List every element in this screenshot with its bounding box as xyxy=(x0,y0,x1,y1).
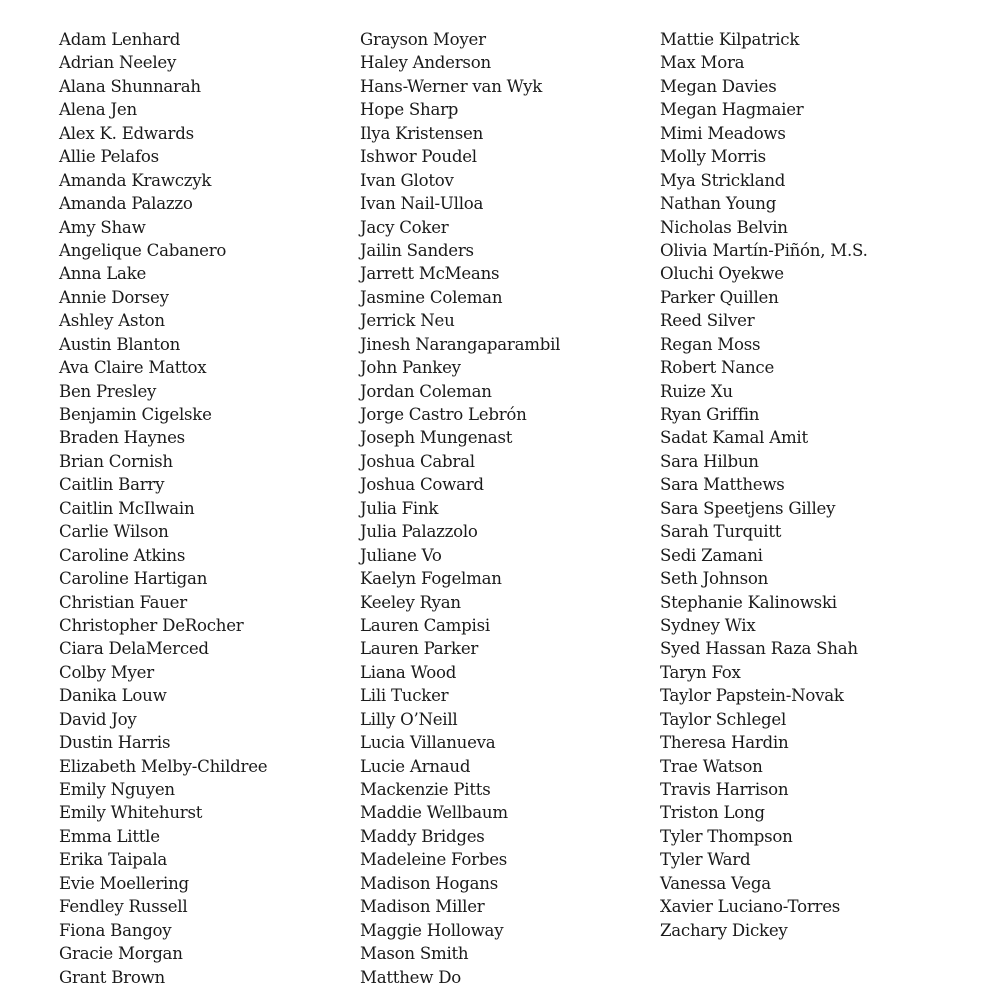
name-entry: Evie Moellering xyxy=(59,873,189,893)
name-entry: Julia Fink xyxy=(360,498,439,518)
name-entry: Sydney Wix xyxy=(660,615,756,635)
name-entry: Regan Moss xyxy=(660,334,761,354)
name-entry: Joshua Cabral xyxy=(360,451,475,471)
name-entry: Jacy Coker xyxy=(360,217,449,237)
name-entry: Parker Quillen xyxy=(660,287,779,307)
name-entry: Mimi Meadows xyxy=(660,123,786,143)
name-entry: Robert Nance xyxy=(660,358,775,378)
name-entry: Alana Shunnarah xyxy=(59,76,201,96)
name-entry: Christopher DeRocher xyxy=(59,615,244,635)
name-entry: Annie Dorsey xyxy=(59,287,169,307)
name-entry: Stephanie Kalinowski xyxy=(660,592,837,612)
name-entry: Anna Lake xyxy=(59,264,147,284)
name-entry: Lucia Villanueva xyxy=(360,733,496,753)
name-entry: Gracie Morgan xyxy=(59,944,183,964)
name-entry: Fendley Russell xyxy=(59,897,188,917)
name-entry: Hope Sharp xyxy=(360,100,459,120)
name-entry: Trae Watson xyxy=(660,756,763,776)
name-entry: Reed Silver xyxy=(660,311,755,331)
name-entry: Adrian Neeley xyxy=(59,53,177,73)
name-entry: Emily Nguyen xyxy=(59,780,175,799)
name-entry: Nathan Young xyxy=(660,194,777,214)
name-entry: Ashley Aston xyxy=(59,311,165,331)
name-entry: Ruize Xu xyxy=(660,381,733,401)
name-entry: Adam Lenhard xyxy=(59,30,181,49)
name-entry: Maddie Wellbaum xyxy=(360,803,508,823)
name-entry: Nicholas Belvin xyxy=(660,217,788,237)
name-entry: Grant Brown xyxy=(59,967,165,987)
name-entry: Mackenzie Pitts xyxy=(360,780,491,799)
name-entry: Carlie Wilson xyxy=(59,522,169,542)
name-entry: Benjamin Cigelske xyxy=(59,405,212,424)
name-entry: Caitlin Barry xyxy=(59,475,165,495)
name-entry: Megan Davies xyxy=(660,76,777,96)
name-entry: Madison Miller xyxy=(360,897,485,917)
name-entry: Caroline Atkins xyxy=(59,545,186,565)
name-entry: Brian Cornish xyxy=(59,451,173,471)
name-entry: Matthew Do xyxy=(360,967,462,987)
name-entry: Oluchi Oyekwe xyxy=(660,264,784,284)
name-entry: Megan Hagmaier xyxy=(660,100,804,120)
name-entry: Mason Smith xyxy=(360,944,469,964)
name-entry: Sedi Zamani xyxy=(660,545,763,565)
name-entry: Jarrett McMeans xyxy=(360,264,500,284)
name-column-1 xyxy=(59,28,267,989)
name-entry: Jailin Sanders xyxy=(360,240,474,260)
name-entry: Taryn Fox xyxy=(660,662,741,682)
name-entry: Austin Blanton xyxy=(59,334,181,354)
name-entry: Liana Wood xyxy=(360,662,457,682)
name-entry: Ciara DelaMerced xyxy=(59,639,209,659)
name-entry: Molly Morris xyxy=(660,147,766,167)
name-entry: Braden Haynes xyxy=(59,428,185,448)
name-entry: Sadat Kamal Amit xyxy=(660,428,808,448)
name-entry: Ivan Nail-Ulloa xyxy=(360,194,484,214)
name-entry: Emily Whitehurst xyxy=(59,803,203,823)
name-entry: Lilly O’Neill xyxy=(360,709,458,729)
name-entry: Hans-Werner van Wyk xyxy=(360,76,543,96)
name-entry: Mattie Kilpatrick xyxy=(660,30,800,49)
name-entry: Madison Hogans xyxy=(360,873,498,893)
name-entry: Lucie Arnaud xyxy=(360,756,471,776)
name-entry: Lili Tucker xyxy=(360,686,449,706)
name-entry: Alex K. Edwards xyxy=(59,123,194,143)
name-entry: Ivan Glotov xyxy=(360,170,454,190)
name-entry: Keeley Ryan xyxy=(360,592,461,612)
name-entry: Lauren Campisi xyxy=(360,615,490,635)
name-entry: Mya Strickland xyxy=(660,170,786,190)
name-entry: Amanda Krawczyk xyxy=(59,170,212,190)
name-entry: Ben Presley xyxy=(59,381,157,401)
name-entry: Allie Pelafos xyxy=(59,147,159,167)
name-entry: Seth Johnson xyxy=(660,569,769,589)
name-entry: Syed Hassan Raza Shah xyxy=(660,639,858,659)
name-entry: Lauren Parker xyxy=(360,639,479,659)
name-column-2 xyxy=(360,28,560,989)
name-entry: Christian Fauer xyxy=(59,592,187,612)
name-entry: Jerrick Neu xyxy=(360,311,455,331)
name-entry: Angelique Cabanero xyxy=(59,240,227,260)
name-entry: Kaelyn Fogelman xyxy=(360,569,502,589)
name-entry: Madeleine Forbes xyxy=(360,850,508,870)
name-entry: Sara Matthews xyxy=(660,475,785,495)
name-entry: Vanessa Vega xyxy=(660,873,771,893)
name-entry: Xavier Luciano-Torres xyxy=(660,897,841,917)
name-entry: Olivia Martín-Piñón, M.S. xyxy=(660,240,868,260)
name-entry: Jorge Castro Lebrón xyxy=(360,405,527,424)
name-entry: Max Mora xyxy=(660,53,745,73)
name-entry: Sara Speetjens Gilley xyxy=(660,498,836,518)
name-entry: Maddy Bridges xyxy=(360,826,485,846)
name-entry: Maggie Holloway xyxy=(360,920,504,940)
name-entry: Colby Myer xyxy=(59,662,154,682)
name-entry: Jordan Coleman xyxy=(360,381,492,401)
name-entry: Theresa Hardin xyxy=(660,733,789,753)
name-entry: Julia Palazzolo xyxy=(360,522,478,542)
name-entry: Fiona Bangoy xyxy=(59,920,172,940)
name-entry: Ryan Griffin xyxy=(660,405,760,424)
name-entry: Ava Claire Mattox xyxy=(59,358,207,378)
name-entry: Zachary Dickey xyxy=(660,920,788,940)
name-column-3 xyxy=(660,28,868,942)
name-entry: Alena Jen xyxy=(59,100,137,120)
name-entry: Taylor Schlegel xyxy=(660,709,787,729)
name-entry: Emma Little xyxy=(59,826,160,846)
name-entry: Jasmine Coleman xyxy=(360,287,503,307)
name-entry: Amanda Palazzo xyxy=(59,194,193,214)
name-entry: Tyler Thompson xyxy=(660,826,793,846)
name-entry: Tyler Ward xyxy=(660,850,751,870)
name-entry: Dustin Harris xyxy=(59,733,171,753)
name-entry: Grayson Moyer xyxy=(360,30,486,49)
name-entry: John Pankey xyxy=(360,358,461,378)
name-entry: David Joy xyxy=(59,709,137,729)
name-entry: Joseph Mungenast xyxy=(360,428,513,448)
name-entry: Joshua Coward xyxy=(360,475,484,495)
name-entry: Triston Long xyxy=(660,803,765,823)
name-entry: Juliane Vo xyxy=(360,545,442,565)
name-entry: Sara Hilbun xyxy=(660,451,759,471)
name-entry: Caitlin McIlwain xyxy=(59,498,195,518)
name-entry: Travis Harrison xyxy=(660,780,789,799)
name-entry: Ilya Kristensen xyxy=(360,123,484,143)
name-entry: Elizabeth Melby-Childree xyxy=(59,756,268,776)
name-entry: Caroline Hartigan xyxy=(59,569,208,589)
name-entry: Haley Anderson xyxy=(360,53,491,73)
name-entry: Danika Louw xyxy=(59,686,167,706)
name-entry: Ishwor Poudel xyxy=(360,147,477,167)
name-entry: Erika Taipala xyxy=(59,850,168,870)
name-entry: Amy Shaw xyxy=(59,217,146,237)
name-entry: Sarah Turquitt xyxy=(660,522,782,542)
name-entry: Taylor Papstein-Novak xyxy=(660,686,844,706)
name-entry: Jinesh Narangaparambil xyxy=(360,334,561,354)
